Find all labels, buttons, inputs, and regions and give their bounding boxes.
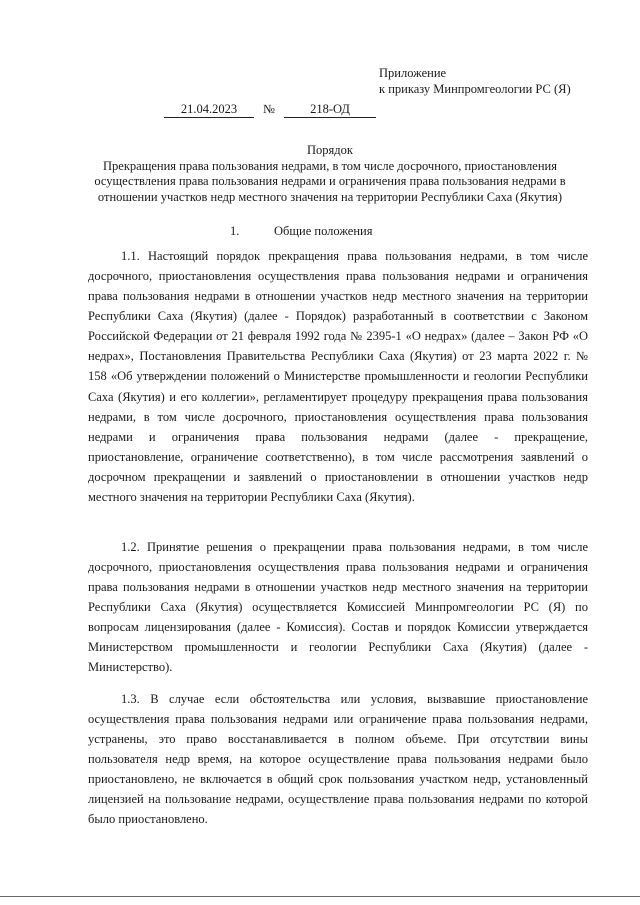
paragraph-line: недрами, в том числе досрочного, приостановления осуществления права пользования	[88, 409, 588, 424]
paragraph-line: 1.2. Принятие решения о прекращении права пользования недрами, в том числе	[121, 540, 588, 554]
paragraph-line: недрах», Постановления Правительства Республики Саха (Якутия) от 23 марта 2022 г. №	[88, 349, 588, 364]
paragraph-line: приостановление, ограничение соответственно), в том числе рассмотрения заявлений о	[88, 449, 588, 464]
paragraph-3-first	[88, 689, 588, 709]
section-number: 1.	[230, 224, 240, 238]
order-number: 218-ОД	[284, 101, 376, 118]
appendix-header	[379, 65, 571, 97]
bottom-scan-edge	[0, 896, 640, 897]
paragraph-line: лицензией на пользование недрами, осуществление права пользования недрами по которой	[88, 792, 588, 807]
section-heading	[230, 223, 372, 239]
paragraph-line: досрочного, приостановления осуществления права пользования недрами и ограничения	[88, 560, 588, 574]
paragraph-1-first	[88, 246, 588, 266]
paragraph-line: 158 «Об утверждении положений о Министерстве промышленности и геологии Республики	[88, 369, 588, 384]
paragraph-line: вопросам лицензирования (далее - Комиссия). Состав и порядок Комиссии утверждается	[88, 620, 588, 635]
paragraph-line: пользователя недр время, на которое осуществление права пользования недрами было	[88, 752, 588, 767]
order-date: 21.04.2023	[164, 101, 254, 118]
paragraph-line: устранены, это право восстанавливается в полном объеме. При отсутствии вины	[88, 732, 588, 747]
paragraph-1	[88, 266, 588, 507]
paragraph-line: досрочном прекращении и заявлений о приостановлении в отношении участков недр	[88, 469, 588, 484]
paragraph-line: Министерство).	[88, 660, 173, 675]
document-title	[60, 143, 600, 205]
paragraph-line: Российской Федерации от 21 февраля 1992 года № 2395-1 «О недрах» (далее – Закон РФ «О	[88, 329, 588, 344]
paragraph-line: Министерством промышленности и геологии Республики Саха (Якутия) (далее -	[88, 640, 588, 655]
paragraph-2	[88, 557, 588, 678]
order-number-sign: №	[263, 102, 275, 116]
paragraph-line: недрами и ограничения права пользования недрами (далее - прекращение,	[88, 429, 588, 444]
paragraph-line: 1.1. Настоящий порядок прекращения права пользования недрами, в том числе	[121, 249, 588, 263]
paragraph-line: Республики Саха (Якутия) (далее - Порядок) разработанный в соответствии с Законом	[88, 309, 588, 324]
paragraph-line: осуществления права пользования недрами или ограничение права пользования недрами,	[88, 712, 588, 726]
section-title: Общие положения	[274, 224, 373, 238]
paragraph-line: права пользования недрами в отношении участков недр местного значения на территории	[88, 580, 588, 595]
title-line-3: отношении участков недр местного значения на территории Республики Саха (Якутия)	[97, 189, 563, 204]
title-heading: Порядок	[307, 143, 353, 157]
title-line-1: Прекращения права пользования недрами, в том числе досрочного, приостановления	[103, 158, 557, 173]
paragraph-line: права пользования недрами в отношении участков недр местного значения на территории	[88, 289, 588, 304]
paragraph-line: 1.3. В случае если обстоятельства или условия, вызвавшие приостановление	[121, 692, 588, 706]
paragraph-3	[88, 709, 588, 830]
paragraph-line: было приостановлено.	[88, 812, 208, 827]
paragraph-line: досрочного, приостановления осуществления права пользования недрами и ограничения	[88, 269, 588, 283]
appendix-label: Приложение	[379, 66, 447, 80]
appendix-order-ref: к приказу Минпромгеологии РС (Я)	[379, 82, 571, 96]
paragraph-line: Саха (Якутия) и его коллегии», регламентирует процедуру прекращения права пользования	[88, 389, 588, 404]
paragraph-line: Республики Саха (Якутия) осуществляется Комиссией Минпромгеологии РС (Я) по	[88, 600, 588, 615]
paragraph-line: местного значения на территории Республики Саха (Якутия).	[88, 490, 415, 505]
paragraph-2-first	[88, 537, 588, 557]
order-line	[164, 101, 376, 118]
title-line-2: осуществления права пользования недрами и ограничения права пользования недрами в	[94, 174, 566, 188]
paragraph-line: приостановлено, не включается в общий срок пользования участком недр, установленный	[88, 772, 588, 787]
